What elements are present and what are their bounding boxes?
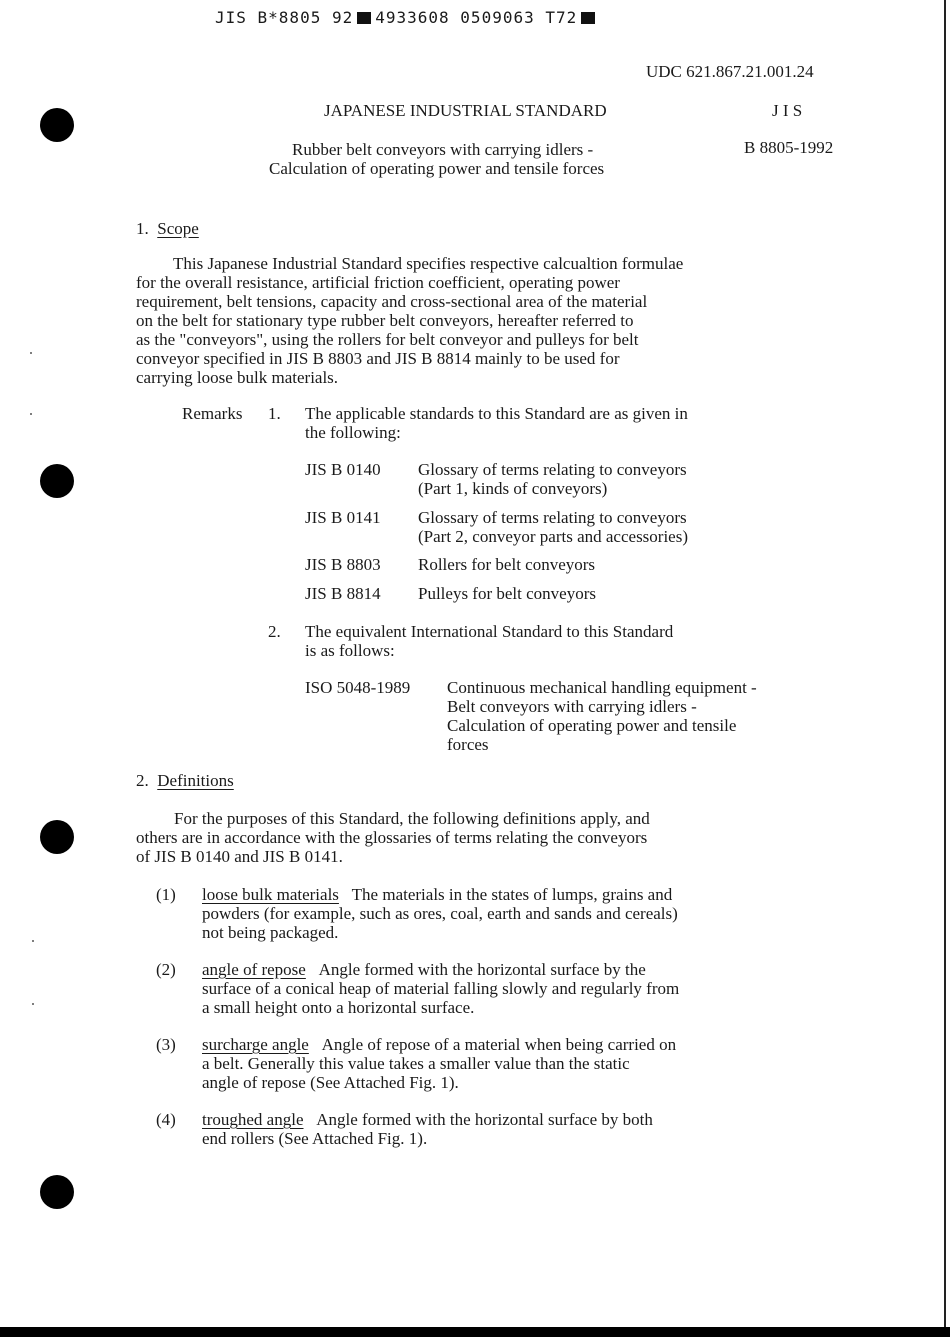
- definition-line: a small height onto a horizontal surface.: [202, 998, 475, 1017]
- iso-desc-line: Belt conveyors with carrying idlers -: [447, 697, 697, 716]
- scan-speck: [30, 413, 32, 415]
- ref-code: JIS B 0141: [305, 508, 381, 527]
- header-block-mark: [581, 12, 595, 24]
- ref-desc-line: Glossary of terms relating to conveyors: [418, 508, 687, 527]
- definitions-line: For the purposes of this Standard, the following definitions apply, and: [174, 809, 650, 828]
- scope-line: This Japanese Industrial Standard specifies respective calcualtion formulae: [173, 254, 684, 273]
- definition-line: not being packaged.: [202, 923, 339, 942]
- scan-header-code: [215, 8, 599, 27]
- definition-line: Angle formed with the horizontal surface by both: [316, 1110, 653, 1129]
- scope-line: on the belt for stationary type rubber belt conveyors, hereafter referred to: [136, 311, 634, 330]
- section-2-number: 2.: [136, 771, 149, 790]
- definitions-line: of JIS B 0140 and JIS B 0141.: [136, 847, 343, 866]
- ref-code: JIS B 8803: [305, 555, 381, 574]
- remark-1-text: [305, 404, 865, 442]
- page-right-border: [944, 0, 946, 1337]
- definition-item: [202, 1035, 882, 1092]
- section-1-number: 1.: [136, 219, 149, 238]
- page-bottom-bar: [0, 1327, 950, 1337]
- scan-speck: [32, 940, 34, 942]
- scope-line: as the "conveyors", using the rollers for belt conveyor and pulleys for belt: [136, 330, 639, 349]
- iso-desc-line: Continuous mechanical handling equipment -: [447, 678, 757, 697]
- ref-desc-line: (Part 2, conveyor parts and accessories): [418, 527, 689, 546]
- ref-desc: [418, 508, 858, 546]
- scope-line: requirement, belt tensions, capacity and cross-sectional area of the material: [136, 292, 648, 311]
- udc-number: UDC 621.867.21.001.24: [646, 62, 814, 81]
- punch-hole: [40, 464, 74, 498]
- standard-title: JAPANESE INDUSTRIAL STANDARD: [324, 101, 607, 120]
- iso-desc-line: Calculation of operating power and tensile: [447, 716, 737, 735]
- ref-desc-line: Pulleys for belt conveyors: [418, 584, 596, 603]
- definition-number: (4): [156, 1110, 176, 1129]
- ref-code: JIS B 8814: [305, 584, 381, 603]
- remark-1-number: 1.: [268, 404, 281, 423]
- definition-line: a belt. Generally this value takes a smaller value than the static: [202, 1054, 630, 1073]
- definition-item: [202, 960, 882, 1017]
- subject-line-2: Calculation of operating power and tensile forces: [269, 159, 605, 178]
- subject-line-1: Rubber belt conveyors with carrying idlers -: [292, 140, 594, 159]
- definition-line: angle of repose (See Attached Fig. 1).: [202, 1073, 459, 1092]
- definition-line: powders (for example, such as ores, coal, earth and sands and cereals): [202, 904, 678, 923]
- punch-hole: [40, 1175, 74, 1209]
- header-code-mid: 4933608 0509063 T72: [375, 8, 578, 27]
- section-1-heading: [136, 219, 199, 238]
- jis-mark: J I S: [772, 101, 803, 120]
- definition-item: [202, 885, 882, 942]
- section-1-title: Scope: [157, 219, 199, 238]
- definition-term: angle of repose: [202, 960, 306, 979]
- scope-line: carrying loose bulk materials.: [136, 368, 339, 387]
- definition-item: [202, 1110, 882, 1148]
- definition-term: troughed angle: [202, 1110, 304, 1129]
- definition-line: Angle formed with the horizontal surface by the: [318, 960, 646, 979]
- section-2-heading: [136, 771, 234, 790]
- definition-number: (2): [156, 960, 176, 979]
- scan-speck: [32, 1003, 34, 1005]
- punch-hole: [40, 820, 74, 854]
- iso-desc: [447, 678, 867, 754]
- definition-term: surcharge angle: [202, 1035, 309, 1054]
- scan-speck: [30, 352, 32, 354]
- remark-2-line: The equivalent International Standard to this Standard: [305, 622, 674, 641]
- ref-code: JIS B 0140: [305, 460, 381, 479]
- definition-term: loose bulk materials: [202, 885, 339, 904]
- remark-2-text: [305, 622, 865, 660]
- standard-number: B 8805-1992: [744, 138, 834, 157]
- definition-line: surface of a conical heap of material falling slowly and regularly from: [202, 979, 680, 998]
- remark-2-line: is as follows:: [305, 641, 395, 660]
- punch-hole: [40, 108, 74, 142]
- definition-line: end rollers (See Attached Fig. 1).: [202, 1129, 428, 1148]
- scope-line: conveyor specified in JIS B 8803 and JIS B 8814 mainly to be used for: [136, 349, 620, 368]
- remark-1-line: the following:: [305, 423, 401, 442]
- iso-code: ISO 5048-1989: [305, 678, 411, 697]
- definition-number: (3): [156, 1035, 176, 1054]
- definitions-paragraph: [136, 809, 866, 866]
- remarks-label: Remarks: [182, 404, 243, 423]
- scope-paragraph: [136, 254, 866, 387]
- ref-desc: [418, 460, 858, 498]
- iso-desc-line: forces: [447, 735, 489, 754]
- section-2-title: Definitions: [157, 771, 234, 790]
- remark-1-line: The applicable standards to this Standard are as given in: [305, 404, 688, 423]
- header-code-left: JIS B*8805 92: [215, 8, 354, 27]
- definition-line: Angle of repose of a material when being carried on: [321, 1035, 677, 1054]
- definition-number: (1): [156, 885, 176, 904]
- remark-2-number: 2.: [268, 622, 281, 641]
- definitions-line: others are in accordance with the glossaries of terms relating the conveyors: [136, 828, 648, 847]
- ref-desc-line: (Part 1, kinds of conveyors): [418, 479, 608, 498]
- definition-line: The materials in the states of lumps, grains and: [351, 885, 673, 904]
- ref-desc-line: Glossary of terms relating to conveyors: [418, 460, 687, 479]
- scope-line: for the overall resistance, artificial friction coefficient, operating power: [136, 273, 620, 292]
- header-block-mark: [357, 12, 371, 24]
- ref-desc-line: Rollers for belt conveyors: [418, 555, 596, 574]
